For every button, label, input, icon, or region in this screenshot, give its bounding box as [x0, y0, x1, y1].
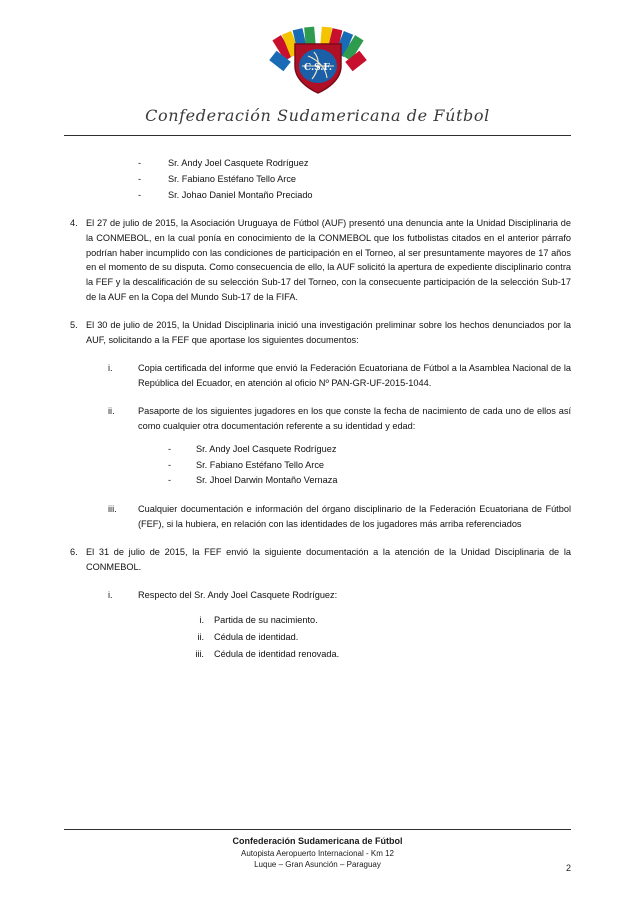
- crest-initials: C.S.F.: [303, 63, 332, 73]
- sub-item-text: Copia certificada del informe que envió la Federación Ecuatoriana de Fútbol a la Asamblea Nacional de la República del Ecuador, en atención al oficio Nº PAN-GR-UF-2015-1044.: [138, 362, 571, 388]
- list-item: - Sr. Fabiano Estéfano Tello Arce: [138, 172, 571, 187]
- list-item: - Sr. Andy Joel Casquete Rodríguez: [168, 442, 571, 457]
- list-item: [184, 613, 571, 628]
- sub-item-text: Pasaporte de los siguientes jugadores en los que conste la fecha de nacimiento de cada uno de ellos así como cualquier otra documentación referente a su identidad y edad:: [138, 405, 571, 431]
- item-text: El 31 de julio de 2015, la FEF envió la siguiente documentación a la atención de la Unidad Disciplinaria de la CONMEBOL.: [86, 547, 571, 573]
- numbered-item-6: [64, 545, 571, 575]
- footer-address-line1: Autopista Aeropuerto Internacional - Km 12: [241, 848, 394, 858]
- item-marker: 4.: [70, 217, 78, 228]
- dash-marker: -: [168, 475, 172, 486]
- page-title: Confederación Sudamericana de Fútbol: [145, 106, 490, 125]
- conmebol-crest-icon: [264, 26, 372, 102]
- list-item: - Sr. Fabiano Estéfano Tello Arce: [168, 458, 571, 473]
- item-marker: 6.: [70, 547, 78, 558]
- doc-text: Partida de su nacimiento.: [214, 614, 318, 625]
- doc-text: Cédula de identidad renovada.: [214, 648, 340, 659]
- sub-item-marker: i.: [108, 589, 113, 600]
- doc-text: Cédula de identidad.: [214, 631, 299, 642]
- footer-divider: [64, 829, 571, 830]
- document-header: [0, 0, 635, 136]
- sub-item-text: Respecto del Sr. Andy Joel Casquete Rodríguez:: [138, 589, 338, 600]
- page-number: 2: [565, 863, 571, 873]
- item-text: El 30 de julio de 2015, la Unidad Disciplinaria inició una investigación preliminar sobre los hechos denunciados por la AUF, solicitando a la FEF que aportase los siguientes documentos:: [86, 320, 571, 346]
- sub-item-5-i: [108, 361, 571, 391]
- sub-item-6-i: [108, 588, 571, 664]
- player-name-list: [168, 442, 571, 489]
- dash-marker: -: [168, 459, 172, 470]
- sub-item-5-iii: [108, 502, 571, 532]
- sub-item-body: [138, 588, 571, 664]
- footer-text: [64, 835, 571, 871]
- doc-marker: iii.: [195, 648, 204, 659]
- list-item: - Sr. Jhoel Darwin Montaño Vernaza: [168, 473, 571, 488]
- list-item: [184, 647, 571, 662]
- dash-marker: -: [138, 158, 142, 168]
- list-item: - Sr. Johao Daniel Montaño Preciado: [138, 188, 571, 203]
- header-divider: [64, 135, 571, 136]
- doc-marker: i.: [199, 614, 204, 625]
- item-marker: 5.: [70, 320, 78, 331]
- top-name-list: [138, 156, 571, 203]
- dash-marker: -: [138, 189, 142, 200]
- doc-marker: ii.: [197, 631, 204, 642]
- sub-item-body: [138, 404, 571, 490]
- footer-org-name: Confederación Sudamericana de Fútbol: [232, 835, 403, 846]
- document-list: [184, 613, 571, 662]
- sub-item-marker: iii.: [108, 504, 117, 515]
- numbered-item-5: [64, 318, 571, 348]
- document-body: [64, 156, 571, 664]
- list-item: [184, 630, 571, 645]
- document-footer: [64, 829, 571, 871]
- footer-address-line2: Luque – Gran Asunción – Paraguay: [254, 860, 381, 870]
- sub-item-5-ii: [108, 404, 571, 490]
- dash-marker: -: [138, 173, 142, 184]
- dash-marker: -: [168, 443, 172, 454]
- list-item: - Sr. Andy Joel Casquete Rodríguez: [138, 156, 571, 171]
- sub-item-marker: ii.: [108, 405, 115, 416]
- numbered-item-4: [64, 216, 571, 305]
- sub-item-text: Cualquier documentación e información del órgano disciplinario de la Federación Ecuatoriana de Fútbol (FEF), si la hubiera, en relación con las identidades de los jugadores más arriba referenciados: [138, 504, 571, 530]
- sub-item-marker: i.: [108, 362, 113, 373]
- item-text: El 27 de julio de 2015, la Asociación Uruguaya de Fútbol (AUF) presentó una denuncia ante la Unidad Disciplinaria de la CONMEBOL, en la cual ponía en conocimiento de la CONMEBOL que los futbolistas citados en el anterior párrafo podrían haber incumplido con las condiciones de participación en el Torneo, al ser presuntamente mayores de 17 años en el momento de su disputa. Como consecuencia de ello, la AUF solicitó la apertura de expediente disciplinario contra la FEF y la descalificación de su selección Sub-17 del Torneo, con la consecuente participación de la selección Sub-17 de la AUF en la Copa del Mundo Sub-17 de la FIFA.: [86, 217, 571, 303]
